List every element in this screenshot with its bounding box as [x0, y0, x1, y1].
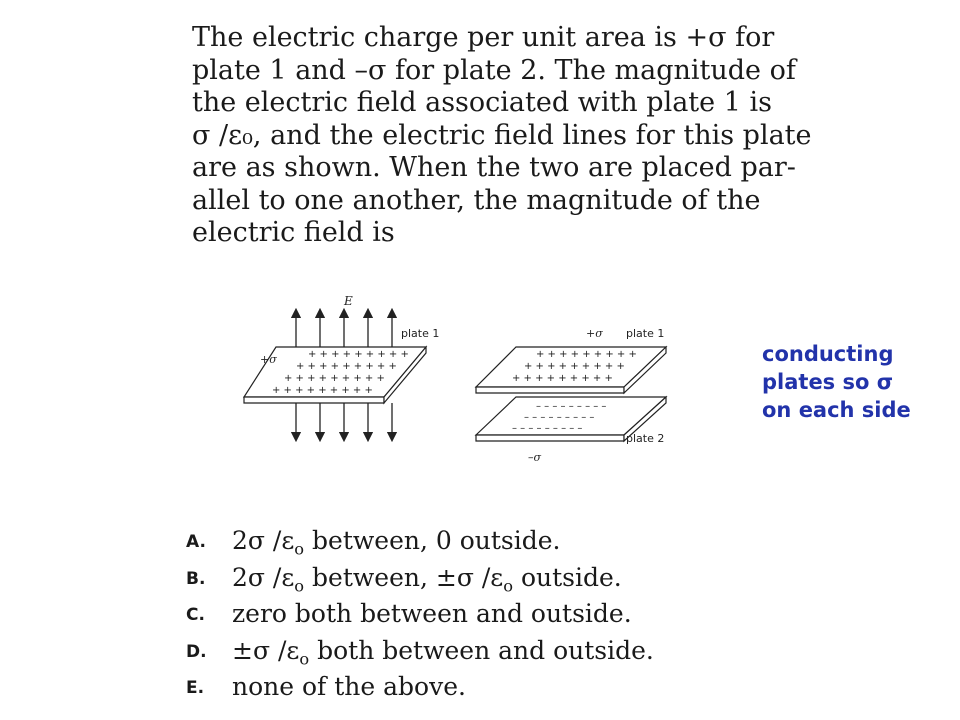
question-line: The electric charge per unit area is +σ for: [192, 22, 775, 53]
plus-row: + + + + + + + + +: [284, 373, 385, 384]
choice-letter: A.: [186, 532, 206, 552]
choice-text: 2σ $/\varepsilon_o$ between, 0 outside.: [232, 526, 561, 559]
field-label: E: [344, 294, 353, 308]
note-line: conducting: [762, 342, 894, 366]
minus-row: – – – – – – – – –: [512, 423, 583, 434]
question-line: plate 1 and –σ for plate 2. The magnitude of: [192, 54, 796, 86]
plus-row: + + + + + + + + +: [296, 361, 397, 372]
two-plate-diagram: [476, 327, 666, 464]
choice-text: none of the above.: [232, 672, 466, 701]
right-bottom-plate-label: plate 2: [626, 432, 665, 445]
plus-row: + + + + + + + + +: [536, 349, 637, 360]
question-line: allel to one another, the magnitude of the: [192, 184, 761, 216]
right-top-charge-label: +σ: [586, 327, 603, 340]
right-bottom-charge-label: –σ: [528, 451, 542, 464]
right-top-plate-label: plate 1: [626, 327, 665, 340]
question-line: σ /ε₀, and the electric field lines for this plate: [192, 119, 812, 151]
choice-letter: E.: [186, 678, 205, 698]
annotation-note: [762, 340, 911, 424]
question-line: are as shown. When the two are placed par-: [192, 152, 796, 183]
choice-text: zero both between and outside.: [232, 599, 632, 628]
plates-figure: [236, 285, 676, 485]
choice-text: ±σ $/\varepsilon_o$ both between and outside.: [232, 635, 654, 669]
plus-row: + + + + + + + + +: [512, 373, 613, 384]
left-plate-label: plate 1: [401, 327, 440, 340]
minus-row: – – – – – – – – –: [536, 401, 607, 412]
plus-row: + + + + + + + + +: [308, 349, 409, 360]
note-line: plates so σ: [762, 370, 894, 394]
single-plate-diagram: [244, 294, 439, 437]
plus-row: + + + + + + + + +: [524, 361, 625, 372]
question-line: the electric field associated with plate 1 is: [192, 87, 772, 118]
choice-letter: B.: [186, 568, 206, 589]
choice-letter: C.: [186, 605, 205, 625]
minus-row: – – – – – – – – –: [524, 412, 595, 423]
left-charge-label: +σ: [260, 353, 277, 366]
plus-row: + + + + + + + + +: [272, 385, 373, 396]
choice-letter: D.: [186, 641, 207, 662]
choice-text: 2σ $/\varepsilon_o$ between, ±σ $/\varepsilon_o$ outside.: [232, 562, 622, 596]
note-line: on each side: [762, 398, 911, 422]
question-text: [192, 22, 812, 250]
question-line: electric field is: [192, 217, 395, 248]
